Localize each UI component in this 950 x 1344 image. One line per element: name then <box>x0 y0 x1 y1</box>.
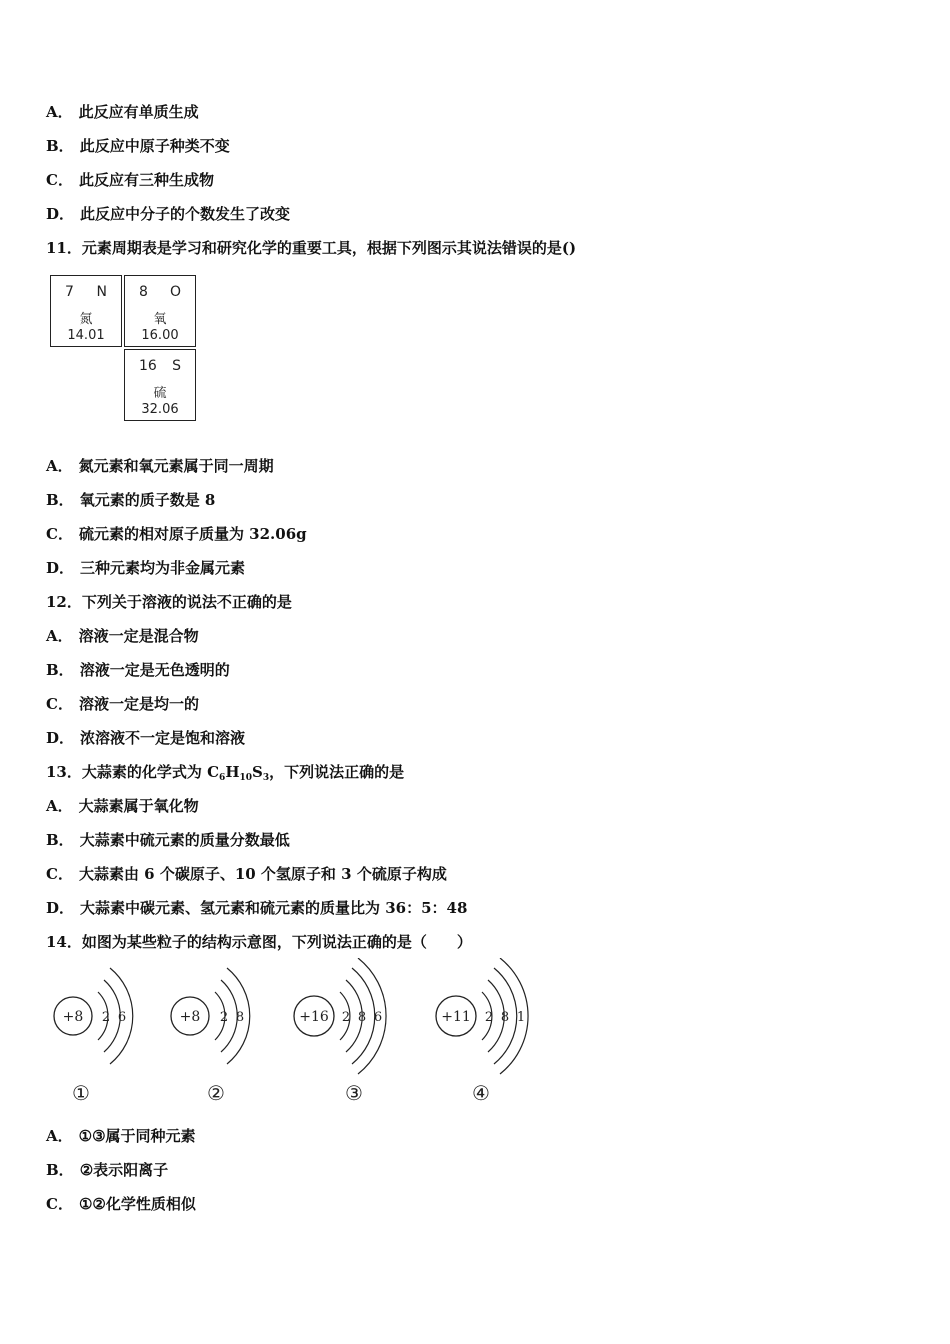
particle-4-diagram <box>436 958 528 1105</box>
particle-2-diagram <box>171 968 250 1105</box>
q11-option-a: A． 氮元素和氧元素属于同一周期 <box>46 457 274 475</box>
nucleus-charge: +16 <box>299 1009 329 1025</box>
shell-electrons: 6 <box>373 1010 383 1025</box>
element-cell-oxygen: 8 O 氧 16.00 <box>124 275 196 347</box>
q10-option-d: D． 此反应中分子的个数发生了改变 <box>46 205 291 223</box>
q10-option-c: C． 此反应有三种生成物 <box>46 171 214 189</box>
particle-label: ③ <box>345 1081 363 1105</box>
shell-electrons: 2 <box>484 1010 494 1025</box>
q13-option-a: A． 大蒜素属于氧化物 <box>46 797 199 815</box>
nucleus-charge: +11 <box>441 1009 471 1025</box>
q10-option-b: B． 此反应中原子种类不变 <box>46 137 230 155</box>
q12-stem: 12．下列关于溶液的说法不正确的是 <box>46 593 292 611</box>
q14-option-a: A． ①③属于同种元素 <box>46 1127 196 1145</box>
shell-electrons: 2 <box>219 1010 229 1025</box>
particle-1-diagram <box>54 968 133 1105</box>
q12-option-c: C． 溶液一定是均一的 <box>46 695 199 713</box>
q14-option-b: B． ②表示阳离子 <box>46 1161 169 1179</box>
q13-option-d: D． 大蒜素中碳元素、氢元素和硫元素的质量比为 36：5：48 <box>46 899 468 917</box>
q12-option-a: A． 溶液一定是混合物 <box>46 627 199 645</box>
q11-option-d: D． 三种元素均为非金属元素 <box>46 559 246 577</box>
nucleus-charge: +8 <box>62 1009 84 1025</box>
periodic-table-excerpt <box>50 275 202 425</box>
q10-option-a: A． 此反应有单质生成 <box>46 103 199 121</box>
particle-3-diagram <box>294 958 386 1105</box>
q13-option-c: C． 大蒜素由 6 个碳原子、10 个氢原子和 3 个硫原子构成 <box>46 865 447 883</box>
nucleus-charge: +8 <box>179 1009 201 1025</box>
shell-electrons: 8 <box>357 1010 367 1025</box>
shell-electrons: 1 <box>516 1010 526 1025</box>
particle-label: ④ <box>472 1081 490 1105</box>
q11-option-b: B． 氧元素的质子数是 8 <box>46 491 216 509</box>
atom-structure-diagrams <box>44 958 544 1118</box>
shell-electrons: 8 <box>500 1010 510 1025</box>
particle-label: ② <box>207 1081 225 1105</box>
q12-option-b: B． 溶液一定是无色透明的 <box>46 661 230 679</box>
q14-option-c: C． ①②化学性质相似 <box>46 1195 196 1213</box>
q11-option-c: C． 硫元素的相对原子质量为 32.06g <box>46 525 307 543</box>
q11-stem: 11．元素周期表是学习和研究化学的重要工具，根据下列图示其说法错误的是() <box>46 239 577 257</box>
q14-stem: 14．如图为某些粒子的结构示意图，下列说法正确的是（ ） <box>46 933 472 951</box>
particle-label: ① <box>72 1081 90 1105</box>
shell-electrons: 8 <box>235 1010 245 1025</box>
element-cell-nitrogen: 7 N 氮 14.01 <box>50 275 122 347</box>
shell-electrons: 2 <box>341 1010 351 1025</box>
q12-option-d: D． 浓溶液不一定是饱和溶液 <box>46 729 246 747</box>
shell-electrons: 6 <box>117 1010 127 1025</box>
q13-stem: 13．大蒜素的化学式为 $C_6H_{10}S_3$，下列说法正确的是 <box>46 763 405 783</box>
element-cell-sulfur: 16 S 硫 32.06 <box>124 349 196 421</box>
shell-electrons: 2 <box>101 1010 111 1025</box>
q13-option-b: B． 大蒜素中硫元素的质量分数最低 <box>46 831 290 849</box>
